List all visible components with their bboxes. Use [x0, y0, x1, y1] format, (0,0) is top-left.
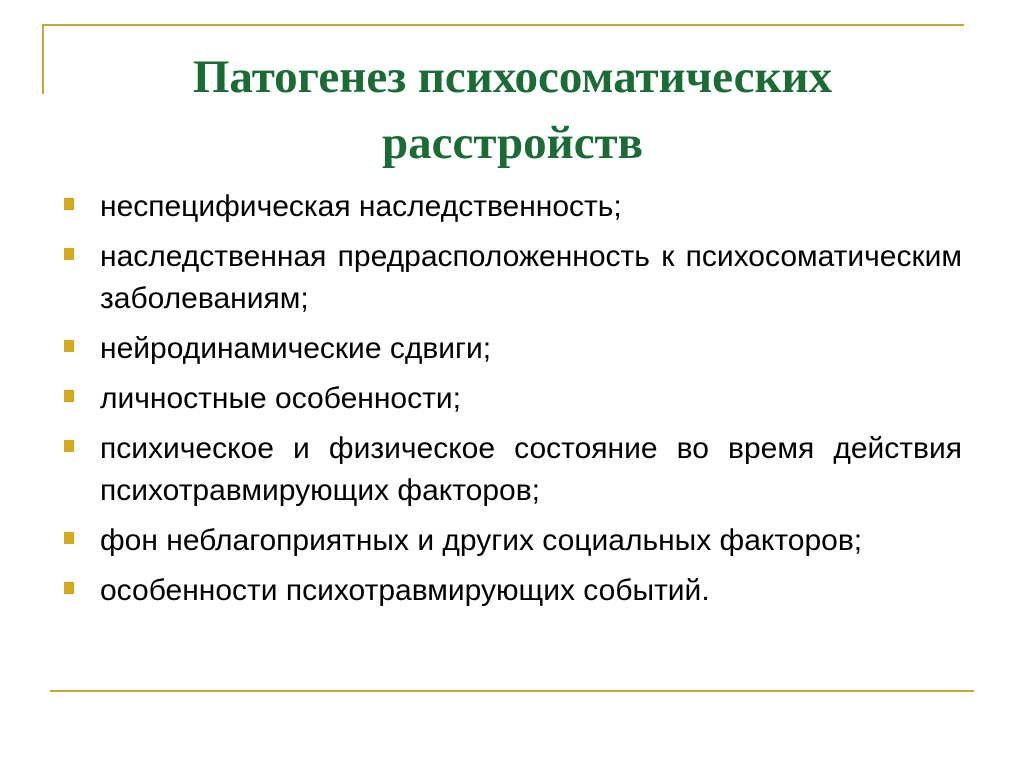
- square-bullet-icon: [64, 248, 74, 260]
- square-bullet-icon: [64, 390, 74, 402]
- frame-left-line: [42, 24, 44, 94]
- bullet-item: [60, 236, 962, 320]
- bullet-text: психическое и физическое состояние во время действия психотравмирующих факторов;: [100, 432, 962, 507]
- bullet-item: [60, 378, 962, 420]
- bullet-text: неспецифическая наследственность;: [100, 190, 622, 223]
- square-bullet-icon: [64, 532, 74, 544]
- bullet-text: нейродинамические сдвиги;: [100, 332, 492, 365]
- square-bullet-icon: [64, 340, 74, 352]
- slide-title: Патогенез психосоматических расстройств: [192, 51, 833, 169]
- square-bullet-icon: [64, 440, 74, 452]
- frame-bottom-line: [50, 690, 974, 692]
- bullet-item: [60, 520, 962, 562]
- bullet-item: [60, 570, 962, 612]
- bullet-list: [60, 186, 962, 620]
- bullet-text: наследственная предрасположенность к психосоматическим заболеваниям;: [100, 240, 962, 315]
- frame-top-line: [42, 24, 964, 26]
- bullet-item: [60, 428, 962, 512]
- bullet-item: [60, 186, 962, 228]
- square-bullet-icon: [64, 198, 74, 210]
- bullet-text: фон неблагоприятных и других социальных факторов;: [100, 524, 863, 557]
- bullet-text: личностные особенности;: [100, 382, 461, 415]
- bullet-item: [60, 328, 962, 370]
- square-bullet-icon: [64, 582, 74, 594]
- bullet-text: особенности психотравмирующих событий.: [100, 574, 710, 607]
